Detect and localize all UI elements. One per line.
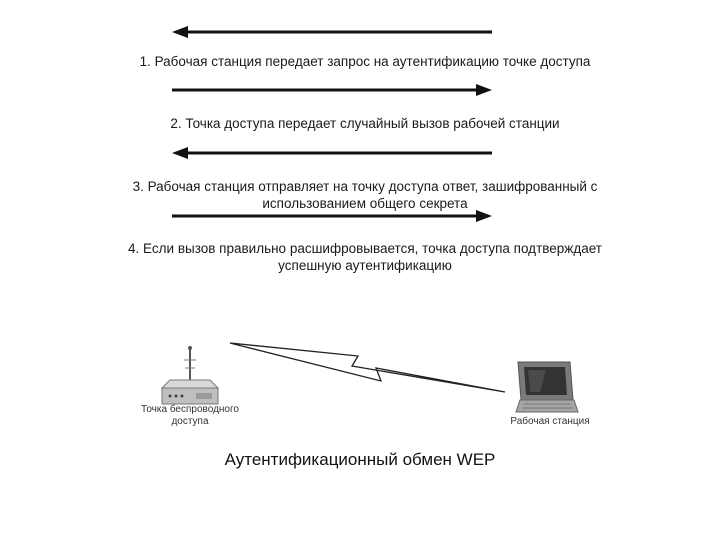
step-4-text: 4. Если вызов правильно расшифровывается, точка доступа подтверждает успешную аутентификацию <box>128 241 602 273</box>
arrow-1-left <box>172 26 492 38</box>
access-point-icon <box>162 346 218 404</box>
diagram-caption: Аутентификационный обмен WEP <box>224 450 496 469</box>
workstation-laptop-icon <box>516 362 578 412</box>
step-2-text: 2. Точка доступа передает случайный вызов рабочей станции <box>170 116 560 131</box>
arrow-3-left <box>172 147 492 159</box>
arrow-2-right <box>172 84 492 96</box>
access-point-label: Точка беспроводного доступа <box>141 404 239 427</box>
workstation-label: Рабочая станция <box>510 416 590 427</box>
wireless-link-bolt-icon <box>230 343 505 392</box>
step-1-text: 1. Рабочая станция передает запрос на аутентификацию точке доступа <box>139 54 591 69</box>
step-3-text: 3. Рабочая станция отправляет на точку доступа ответ, зашифрованный с использованием общего секрета <box>132 179 598 211</box>
